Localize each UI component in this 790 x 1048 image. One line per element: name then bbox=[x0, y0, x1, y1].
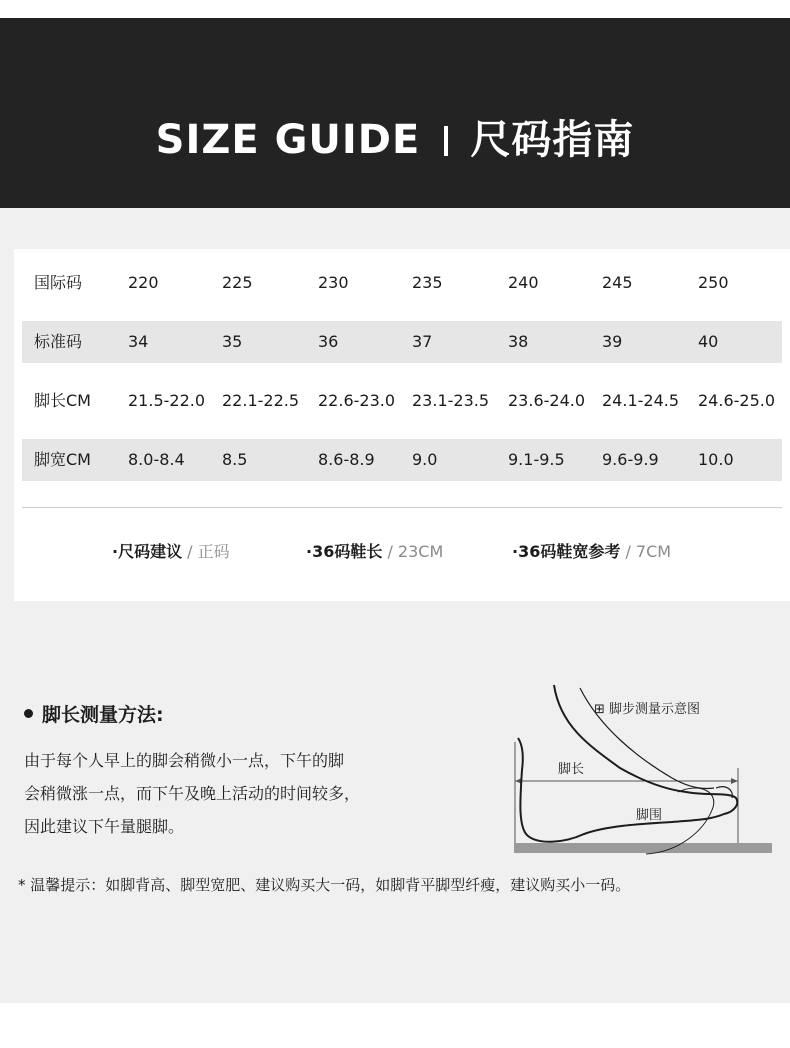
table-cell: 23.1-23.5 bbox=[412, 391, 490, 410]
row-label: 国际码 bbox=[34, 273, 83, 292]
table-cell: 245 bbox=[602, 273, 633, 292]
size-table bbox=[22, 262, 782, 498]
table-cell: 35 bbox=[222, 332, 243, 351]
foot-length-label: 脚长 bbox=[558, 762, 585, 777]
row-foot-length bbox=[22, 380, 782, 422]
table-cell: 250 bbox=[698, 273, 729, 292]
table-cell: 230 bbox=[318, 273, 349, 292]
table-cell: 235 bbox=[412, 273, 443, 292]
table-cell: 34 bbox=[128, 332, 149, 351]
page-title bbox=[0, 108, 790, 165]
diagram-caption: ⊞ 脚步测量示意图 bbox=[594, 702, 701, 717]
tip-value: 23CM bbox=[397, 542, 444, 561]
table-cell: 8.0-8.4 bbox=[128, 450, 185, 469]
method-line: 由于每个人早上的脚会稍微小一点，下午的脚 bbox=[24, 751, 345, 770]
table-cell: 36 bbox=[318, 332, 339, 351]
title-chinese: 尺码指南 bbox=[470, 117, 635, 163]
tip-label: ·36码鞋长 bbox=[306, 542, 383, 561]
foot-girth-label: 脚围 bbox=[636, 808, 663, 823]
row-label: 标准码 bbox=[34, 332, 83, 351]
table-cell: 39 bbox=[602, 332, 623, 351]
method-line: 会稍微涨一点，而下午及晚上活动的时间较多， bbox=[24, 784, 361, 803]
table-cell: 40 bbox=[698, 332, 719, 351]
row-label: 脚长CM bbox=[34, 391, 91, 410]
table-divider bbox=[22, 507, 782, 508]
table-cell: 220 bbox=[128, 273, 159, 292]
tip-value: 正码 bbox=[197, 542, 230, 561]
table-cell: 23.6-24.0 bbox=[508, 391, 586, 410]
tip-size-advice bbox=[112, 540, 230, 564]
size-guide-banner bbox=[0, 18, 790, 208]
table-cell: 21.5-22.0 bbox=[128, 391, 206, 410]
measurement-method-text bbox=[24, 744, 444, 843]
table-cell: 240 bbox=[508, 273, 539, 292]
row-intl-size bbox=[22, 262, 782, 304]
method-line: 因此建议下午量腿脚。 bbox=[24, 817, 185, 836]
table-cell: 8.5 bbox=[222, 450, 248, 469]
tip-separator: / bbox=[182, 542, 198, 561]
tip-shoe-width bbox=[512, 540, 671, 564]
bullet-icon bbox=[24, 709, 33, 718]
tip-label: ·尺码建议 bbox=[112, 542, 183, 561]
method-title-text: 脚长测量方法: bbox=[42, 704, 164, 726]
table-cell: 24.6-25.0 bbox=[698, 391, 776, 410]
tip-separator: / bbox=[382, 542, 398, 561]
table-cell: 9.0 bbox=[412, 450, 438, 469]
row-foot-width bbox=[22, 439, 782, 481]
table-cell: 38 bbox=[508, 332, 529, 351]
table-cell: 9.6-9.9 bbox=[602, 450, 659, 469]
title-english: SIZE GUIDE bbox=[155, 117, 421, 163]
measurement-method-title bbox=[24, 700, 164, 727]
tip-value: 7CM bbox=[635, 542, 672, 561]
tip-shoe-length bbox=[306, 540, 443, 564]
table-cell: 22.6-23.0 bbox=[318, 391, 396, 410]
title-separator bbox=[444, 126, 448, 156]
length-arrow-right-head bbox=[731, 778, 738, 784]
table-cell: 225 bbox=[222, 273, 253, 292]
table-cell: 22.1-22.5 bbox=[222, 391, 300, 410]
table-cell: 10.0 bbox=[698, 450, 734, 469]
table-cell: 37 bbox=[412, 332, 433, 351]
table-cell: 9.1-9.5 bbox=[508, 450, 565, 469]
row-label: 脚宽CM bbox=[34, 450, 91, 469]
floor-bar bbox=[514, 843, 772, 853]
table-cell: 8.6-8.9 bbox=[318, 450, 375, 469]
table-cell: 24.1-24.5 bbox=[602, 391, 680, 410]
row-standard-size bbox=[22, 321, 782, 363]
tip-label: ·36码鞋宽参考 bbox=[512, 542, 621, 561]
tip-separator: / bbox=[620, 542, 636, 561]
warm-tip: * 温馨提示：如脚背高、脚型宽肥、建议购买大一码，如脚背平脚型纤瘦，建议购买小一码。 bbox=[18, 876, 631, 894]
